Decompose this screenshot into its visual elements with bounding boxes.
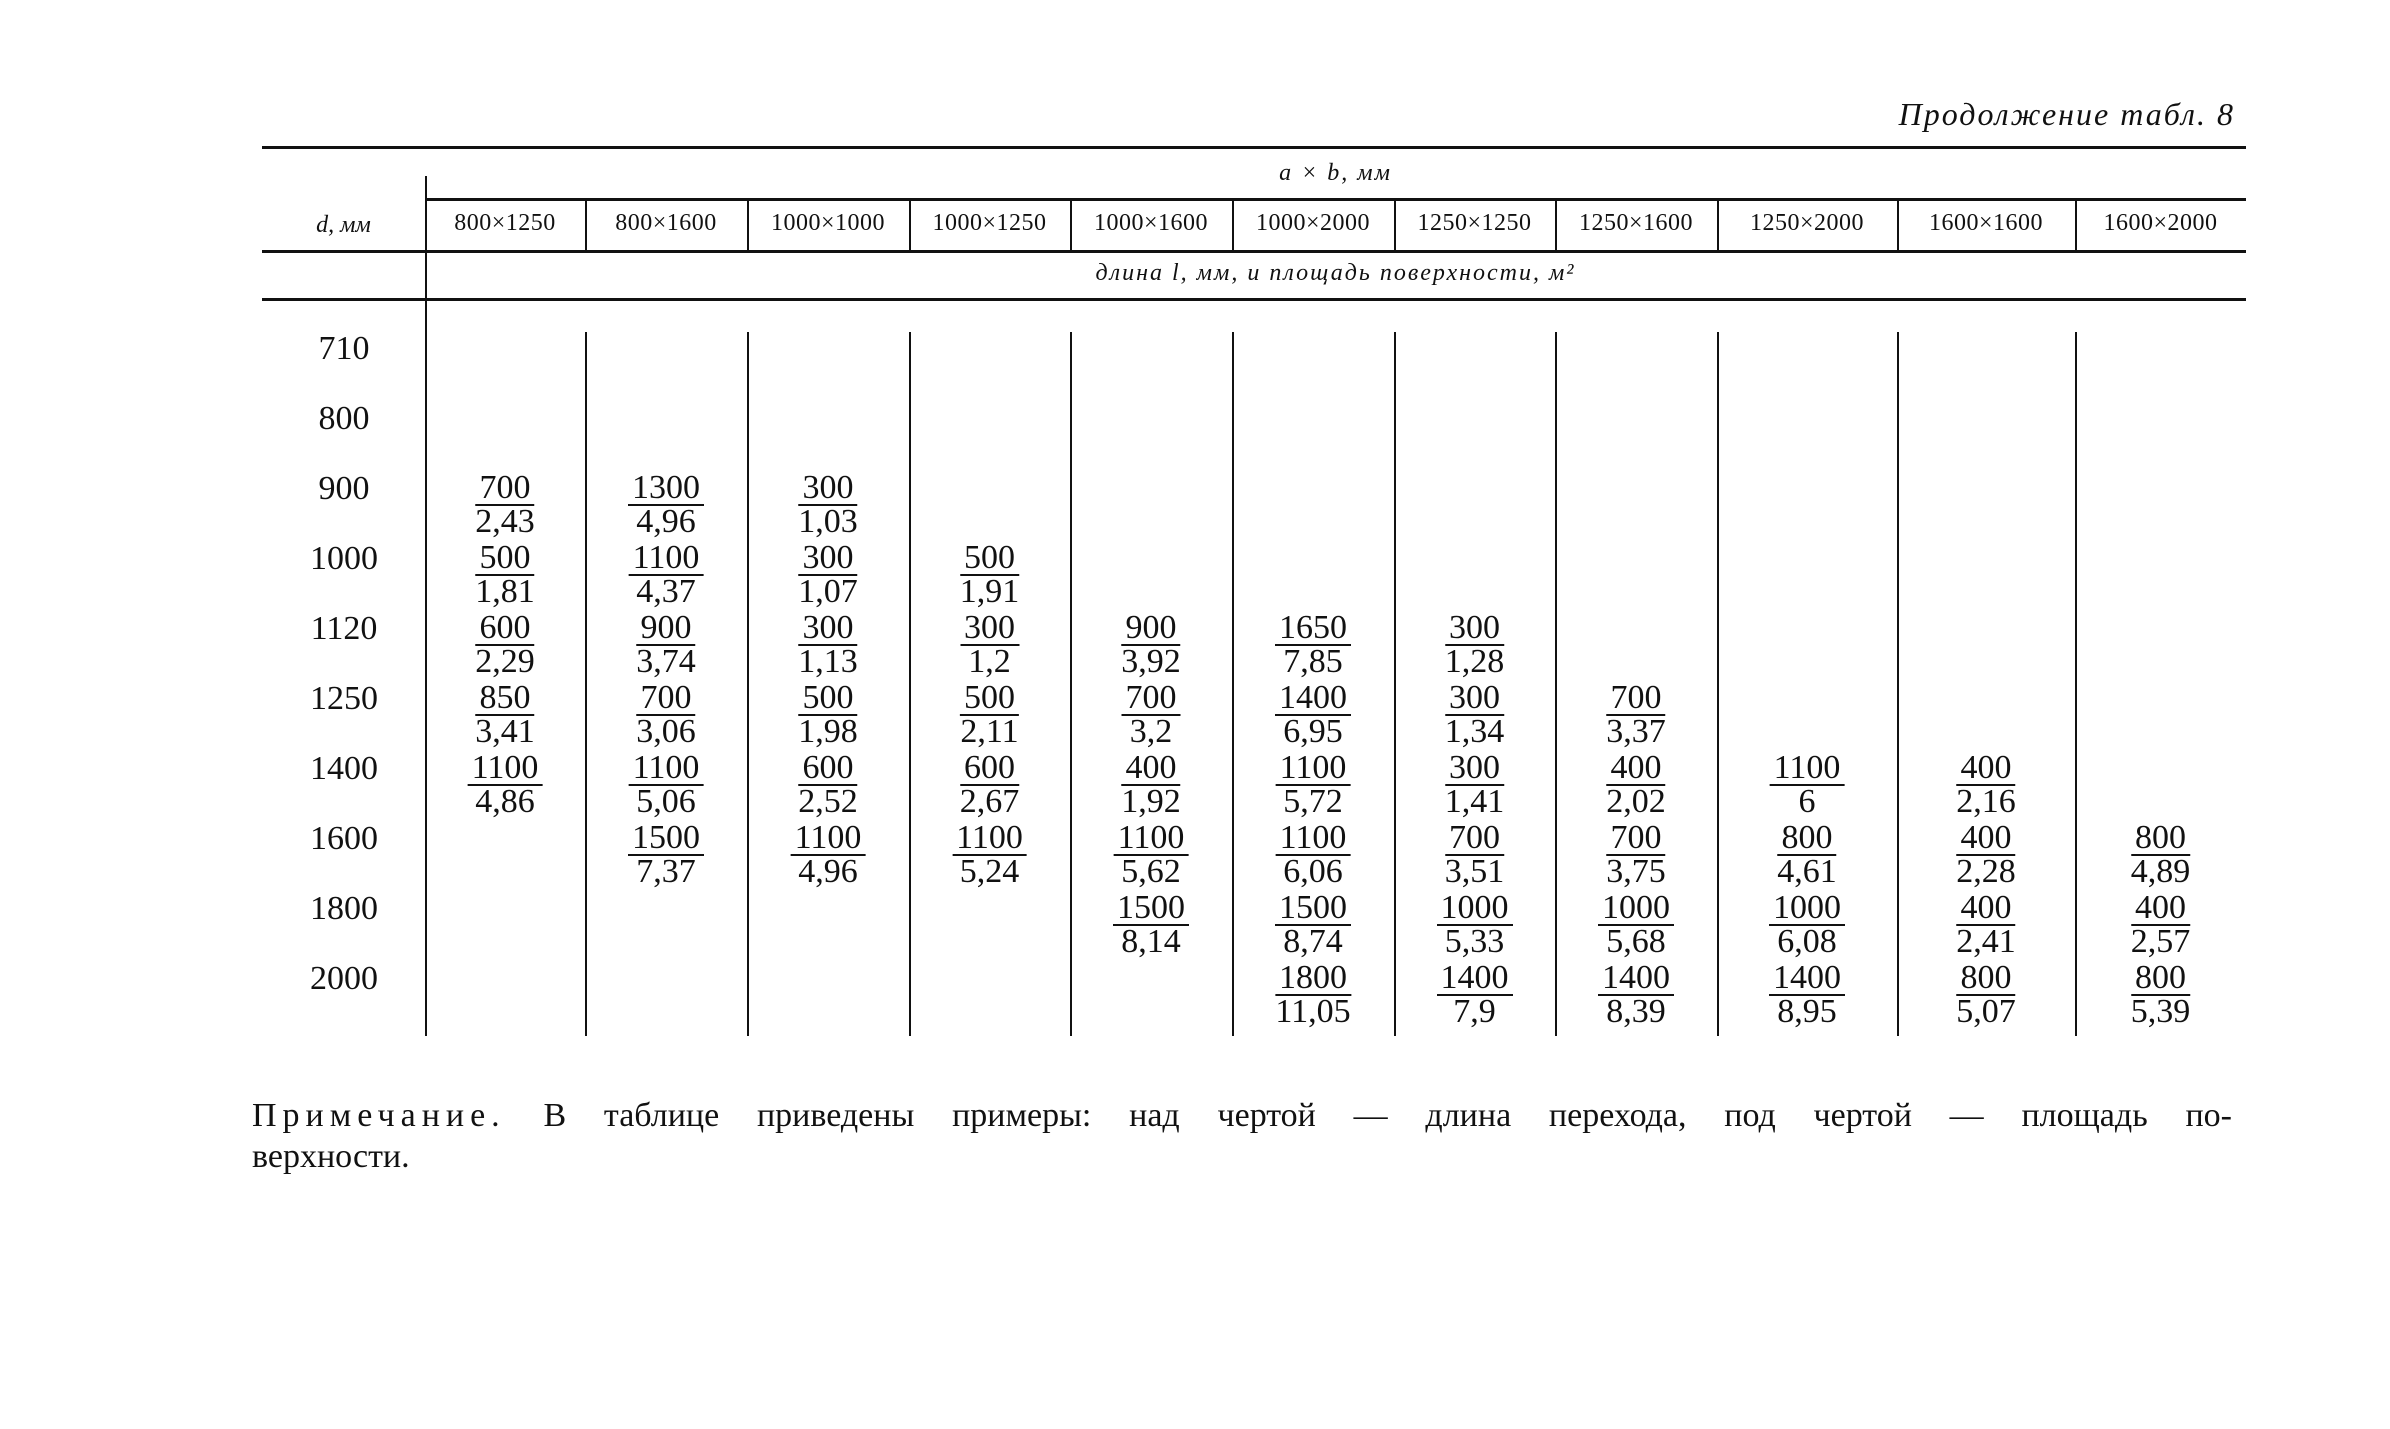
table-cell [960,609,1019,680]
table-cell [1773,819,1841,890]
table-cell [1271,959,1354,1030]
table-cell [629,749,704,820]
cell-area: 3,75 [1606,853,1666,890]
table-cell [1113,889,1189,960]
note-text-line2: верхности. [252,1138,410,1175]
table-cell [468,749,543,820]
cell-length: 300 [960,612,1019,646]
cell-area: 7,37 [636,853,696,890]
cell-area: 7,85 [1283,643,1343,680]
row-label: 1120 [310,610,378,647]
cell-area: 2,28 [1956,853,2016,890]
table-cell [1122,679,1181,750]
row-label: 800 [318,400,370,437]
cell-area: 3,37 [1606,713,1666,750]
cell-length: 1100 [1114,822,1189,856]
divider-body-col [1717,332,1719,1036]
table-cell [794,679,862,750]
cell-area: 3,2 [1129,713,1173,750]
cell-area: 2,16 [1956,783,2016,820]
rule-header-bottom [262,298,2246,301]
column-header: 800×1250 [454,210,556,236]
table-cell [1598,889,1674,960]
table-cell [628,819,704,890]
cell-area: 1,41 [1444,783,1505,820]
cell-area: 2,52 [798,783,858,820]
cell-length: 1000 [1437,892,1513,926]
table-cell [629,539,704,610]
cell-length: 1400 [1598,962,1674,996]
table-cell [952,819,1027,890]
cell-length: 500 [476,542,535,576]
table-cell [1275,609,1351,680]
table-cell [794,609,862,680]
cell-length: 700 [1445,822,1504,856]
row-label: 1000 [310,540,378,577]
cell-area: 2,11 [960,713,1019,750]
table-note [252,1096,2232,1136]
table-cell [956,749,1024,820]
table-cell [1437,959,1513,1030]
cell-length: 1500 [1113,892,1189,926]
cell-length: 300 [1445,682,1504,716]
table-cell [2127,889,2195,960]
cell-length: 700 [1607,682,1666,716]
cell-length: 900 [637,612,696,646]
column-header: 1600×2000 [2103,210,2218,236]
cell-length: 300 [1445,752,1504,786]
note-text-line1: В таблице приведены примеры: над чертой — длина перехода, под чертой — площадь по- [505,1097,2232,1134]
divider-header-col [1070,200,1072,252]
cell-length: 600 [476,612,535,646]
cell-length: 400 [1607,752,1666,786]
row-label: 1600 [310,820,378,857]
divider-body-col [1555,332,1557,1036]
row-label: 900 [318,470,370,507]
table-cell [1952,819,2020,890]
cell-area: 1,91 [959,573,1020,610]
cell-length: 400 [2131,892,2190,926]
divider-header-col [1897,200,1899,252]
row-label: 1400 [310,750,378,787]
cell-area: 5,33 [1444,923,1505,960]
cell-area: 1,28 [1444,643,1505,680]
table-cell [1441,749,1509,820]
divider-body-col [2075,332,2077,1036]
cell-length: 400 [1122,752,1181,786]
cell-length: 700 [476,472,535,506]
cell-length: 1000 [1769,892,1845,926]
cell-area: 8,39 [1606,993,1666,1030]
cell-area: 1,07 [798,573,858,610]
divider-body-col [747,332,749,1036]
cell-length: 300 [799,612,858,646]
cell-length: 1100 [1276,752,1351,786]
cell-length: 500 [960,682,1019,716]
cell-length: 850 [476,682,535,716]
cell-length: 1100 [629,752,704,786]
cell-length: 1100 [629,542,704,576]
table-cell [791,819,866,890]
cell-area: 5,72 [1283,783,1343,820]
header-d-label: d, мм [316,212,371,238]
cell-length: 900 [1122,612,1181,646]
table-cell [794,469,862,540]
table-cell [1602,679,1670,750]
divider-header-col [1232,200,1234,252]
cell-length: 1100 [1770,752,1845,786]
table-cell [1598,959,1674,1030]
cell-length: 500 [960,542,1019,576]
rule-header-group [425,198,2246,201]
cell-area: 5,39 [2130,993,2191,1030]
cell-length: 600 [799,752,858,786]
divider-body-col [1897,332,1899,1036]
divider-header-col [1555,200,1557,252]
table-cell [1602,819,1670,890]
table-cell [1276,749,1351,820]
table-cell [1770,749,1845,820]
cell-area: 5,06 [636,783,696,820]
table-cell [794,539,862,610]
cell-length: 300 [799,472,858,506]
cell-area: 5,24 [959,853,1020,890]
table-cell [2127,959,2195,1030]
column-header: 1000×1600 [1093,210,1209,236]
table-cell [1441,609,1509,680]
table-cell [471,679,539,750]
cell-length: 400 [1957,822,2016,856]
cell-area: 1,92 [1121,783,1181,820]
cell-area: 5,07 [1956,993,2016,1030]
table-cell [1769,959,1845,1030]
cell-length: 800 [1778,822,1837,856]
cell-area: 6 [1798,783,1816,820]
cell-area: 5,62 [1121,853,1181,890]
cell-length: 500 [799,682,858,716]
cell-length: 1500 [1275,892,1351,926]
cell-length: 1400 [1437,962,1513,996]
column-header: 800×1600 [615,210,717,236]
column-header: 1600×1600 [1928,210,2044,236]
cell-area: 3,74 [636,643,696,680]
table-cell [1769,889,1845,960]
cell-area: 6,08 [1777,923,1837,960]
cell-length: 800 [2131,962,2190,996]
cell-area: 1,2 [968,643,1011,680]
cell-length: 300 [799,542,858,576]
rule-header-columns [262,250,2246,253]
divider-header-col [1394,200,1396,252]
cell-area: 4,96 [636,503,696,540]
cell-area: 4,86 [475,783,535,820]
cell-area: 1,13 [798,643,858,680]
cell-area: 5,68 [1606,923,1666,960]
table-caption: Продолжение табл. 8 [1898,96,2235,132]
header-group-label: a × b, мм [1279,160,1392,186]
cell-length: 800 [1957,962,2016,996]
note-label: Примечание. [252,1097,506,1134]
column-header: 1250×1600 [1578,210,1694,236]
cell-length: 1100 [468,752,543,786]
divider-body-col [1070,332,1072,1036]
cell-area: 4,96 [798,853,858,890]
cell-length: 800 [2131,822,2190,856]
cell-length: 1100 [1276,822,1351,856]
header-length-area-label: длина l, мм, и площадь поверхности, м² [1095,260,1576,286]
cell-area: 8,14 [1121,923,1181,960]
divider-body-col [1394,332,1396,1036]
cell-area: 2,41 [1956,923,2016,960]
column-header: 1000×1000 [770,210,886,236]
cell-area: 1,98 [798,713,858,750]
table-cell [632,609,700,680]
table-cell [1437,889,1513,960]
cell-length: 700 [1122,682,1181,716]
cell-length: 400 [1957,892,2016,926]
table-cell [1602,749,1670,820]
cell-length: 1650 [1275,612,1351,646]
cell-area: 3,41 [475,713,535,750]
table-cell [1952,889,2020,960]
table-cell [1275,679,1351,750]
table-cell [1441,819,1509,890]
cell-area: 8,95 [1777,993,1837,1030]
table-cell [1276,819,1351,890]
cell-length: 700 [1607,822,1666,856]
table-cell [1441,679,1509,750]
cell-area: 1,34 [1444,713,1505,750]
divider-body-col [585,332,587,1036]
cell-area: 3,92 [1121,643,1181,680]
row-label: 1250 [310,680,378,717]
table-cell [1117,749,1185,820]
cell-area: 1,03 [798,503,858,540]
cell-area: 2,67 [959,783,1020,820]
cell-length: 300 [1445,612,1504,646]
divider-header-col [1717,200,1719,252]
table-cell [1117,609,1185,680]
divider-header-col [585,200,587,252]
cell-area: 11,05 [1275,993,1351,1030]
cell-area: 4,89 [2130,853,2191,890]
divider-body-col [909,332,911,1036]
data-table [262,146,2246,1042]
table-cell [471,469,539,540]
row-label: 710 [318,330,370,367]
cell-length: 1800 [1275,962,1351,996]
cell-area: 6,06 [1283,853,1343,890]
divider-header-col [2075,200,2077,252]
cell-area: 2,02 [1606,783,1666,820]
cell-length: 1000 [1598,892,1674,926]
cell-length: 1100 [952,822,1027,856]
column-header: 1000×1250 [932,210,1047,236]
cell-area: 3,51 [1444,853,1505,890]
cell-length: 600 [960,752,1019,786]
cell-length: 400 [1957,752,2016,786]
table-cell [956,539,1024,610]
cell-area: 2,29 [475,643,535,680]
cell-length: 1500 [628,822,704,856]
cell-area: 2,43 [475,503,535,540]
table-cell [2127,819,2195,890]
table-cell [956,679,1022,750]
cell-area: 4,61 [1777,853,1837,890]
cell-length: 1400 [1769,962,1845,996]
divider-header-col [909,200,911,252]
cell-area: 6,95 [1283,713,1343,750]
cell-area: 4,37 [636,573,696,610]
row-label: 1800 [310,890,378,927]
table-cell [471,609,539,680]
rule-top [262,146,2246,149]
table-cell [1952,749,2020,820]
table-cell [1114,819,1189,890]
cell-area: 1,81 [475,573,535,610]
row-label: 2000 [310,960,378,997]
table-cell [1952,959,2020,1030]
cell-length: 700 [637,682,696,716]
divider-header-col [747,200,749,252]
table-cell [632,679,700,750]
cell-length: 1300 [628,472,704,506]
table-cell [794,749,862,820]
cell-area: 2,57 [2130,923,2191,960]
divider-body-col [1232,332,1234,1036]
column-header: 1000×2000 [1255,210,1371,236]
column-header: 1250×1250 [1417,210,1532,236]
cell-area: 7,9 [1453,993,1496,1030]
column-header: 1250×2000 [1749,210,1865,236]
table-cell [1275,889,1351,960]
cell-area: 3,06 [636,713,696,750]
cell-area: 8,74 [1283,923,1343,960]
cell-length: 1400 [1275,682,1351,716]
table-cell [471,539,539,610]
table-cell [628,469,704,540]
divider-first-column [425,176,427,1036]
cell-length: 1100 [791,822,866,856]
